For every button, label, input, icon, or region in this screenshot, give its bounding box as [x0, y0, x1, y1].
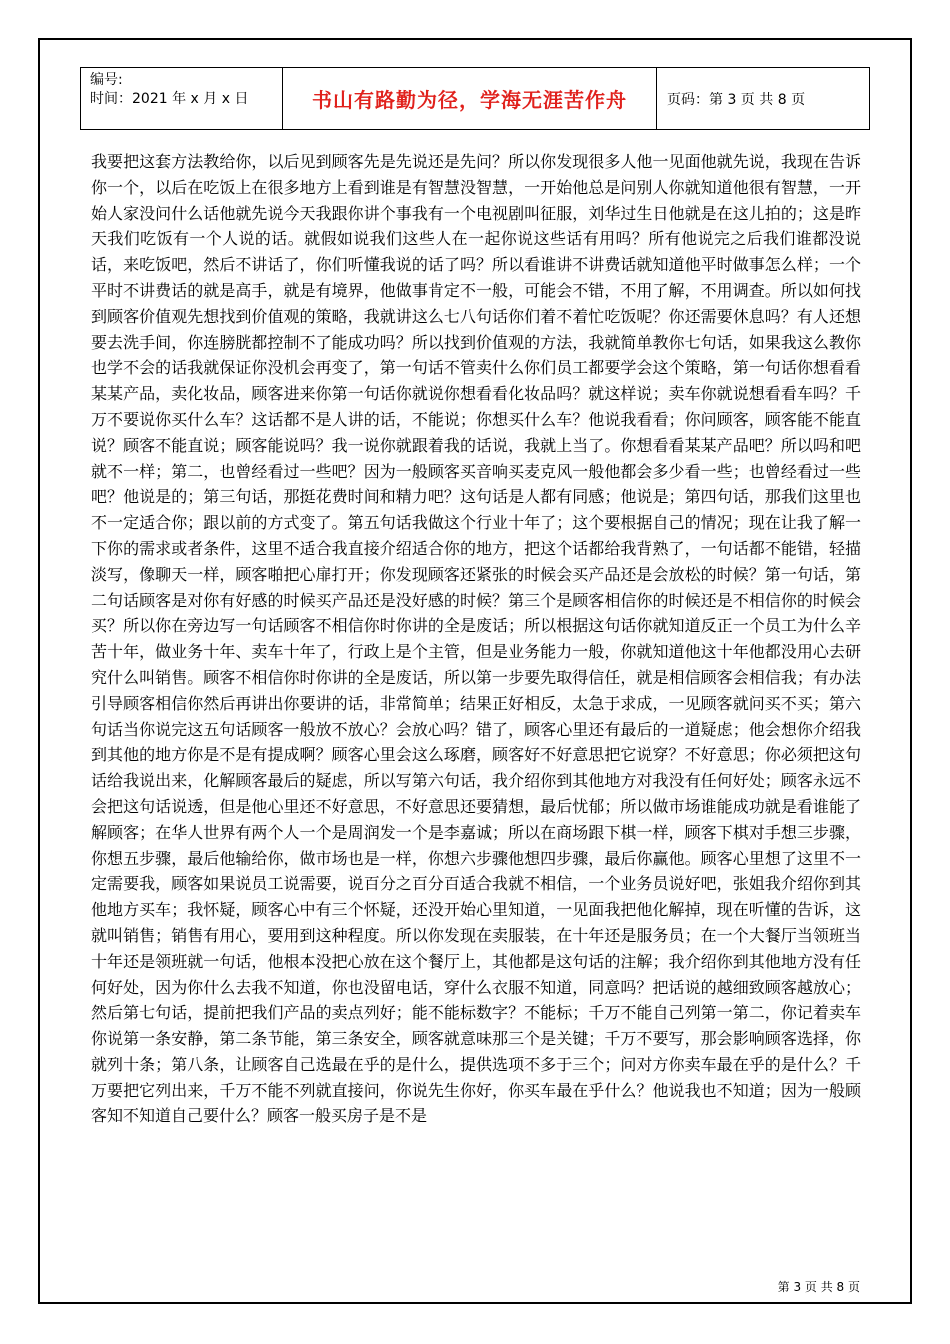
- footer-page-number: 第 3 页 共 8 页: [777, 1280, 860, 1294]
- body-paragraph: 我要把这套方法教给你，以后见到顾客先是先说还是先问？所以你发现很多人他一见面他就先说，我现在告诉你一个，以后在吃饭上在很多地方上看到谁是有智慧没智慧，一开始他总是问别人你就知道他很有智慧，一开始人家没问什么话他就先说今天我跟你讲个事我有一个电视剧叫征服，刘华过生日他就是在这儿拍的；这是昨天我们吃饭有一个人说的话。就假如说我们这些人在一起你说这些话有用吗？所有他说完之后我们谁都没说话，来吃饭吧，然后不讲话了，你们听懂我说的话了吗？所以看谁讲不讲费话就知道他平时做事怎么样；一个平时不讲费话的就是高手，就是有境界，他做事肯定不一般，可能会不错，不用了解，不用调查。所以如何找到顾客价值观先想找到价值观的策略，我就讲这么七八句话你们着不着忙吃饭呢？你还需要休息吗？有人还想要去洗手间，你连膀胱都控制不了能成功吗？所以找到价值观的方法，我就简单教你七句话，如果我这么教你也学不会的话我就保证你没机会再变了，第一句话不管卖什么你们员工都要学会这个策略，第一句话你想看看某某产品，卖化妆品，顾客进来你第一句话你就说你想看看化妆品吗？就这样说；卖车你就说想看看车吗？千万不要说你买什么车？这话都不是人讲的话，不能说；你想买什么车？他说我看看；你问顾客，顾客能不能直说？顾客不能直说；顾客能说吗？我一说你就跟着我的话说，我就上当了。你想看看某某产品吧？所以吗和吧就不一样；第二，也曾经看过一些吧？因为一般顾客买音响买麦克风一般他都会多少看一些；也曾经看过一些吧？他说是的；第三句话，那挺花费时间和精力吧？这句话是人都有同感；他说是；第四句话，那我们这里也不一定适合你；跟以前的方式变了。第五句话我做这个行业十年了；这个要根据自己的情况；现在让我了解一下你的需求或者条件，这里不适合我直接介绍适合你的地方，把这个话都给我背熟了，一句话都不能错，轻描淡写，像聊天一样，顾客啪把心扉打开；你发现顾客还紧张的时候会买产品还是会放松的时候？第一句话，第二句话顾客是对你有好感的时候买产品还是没好感的时候？第三个是顾客相信你的时候还是不相信你的时候会买？所以你在旁边写一句话顾客不相信你时你讲的全是废话；所以根据这句话你就知道反正一个员工为什么辛苦十年，做业务十年、卖车十年了，行政上是个主管，但是业务能力一般，你就知道他这十年他都没用心去研究什么叫销售。顾客不相信你时你讲的全是废话，所以第一步要先取得信任，就是相信顾客会相信我；有办法引导顾客相信你然后再讲出你要讲的话，非常简单；结果正好相反，太急于求成，一见顾客就问买不买；第六句话当你说完这五句话顾客一般放不放心？会放心吗？错了，顾客心里还有最后的一道疑虑；他会想你介绍我到其他的地方你是不是有提成啊？顾客心里会这么琢磨，顾客好不好意思把它说穿？不好意思；你必须把这句话给我说出来，化解顾客最后的疑虑，所以写第六句话，我介绍你到其他地方对我没有任何好处；顾客永远不会把这句话说透，但是他心里还不好意思，不好意思还要猜想，最后忧郁；所以做市场谁能成功就是看谁能了解顾客；在华人世界有两个人一个是周润发一个是李嘉诚；所以在商场跟下棋一样，顾客下棋对手想三步骤，你想五步骤，最后他输给你，做市场也是一样，你想六步骤他想四步骤，最后你赢他。顾客心里想了这里不一定需要我，顾客如果说员工说需要，说百分之百分百适合我就不相信，一个业务员说好吧，张姐我介绍你到其他地方买车；我怀疑，顾客心中有三个怀疑，还没开始心里知道，一见面我把他化解掉，现在听懂的告诉，这就叫销售；销售有用心，要用到这种程度。所以你发现在卖服装，在十年还是服务员；在一个大餐厅当领班当十年还是领班就一句话，他根本没把心放在这个餐厅上，其他都是这句话的注解；我介绍你到其他地方没有任何好处，因为你什么去我不知道，你也没留电话，穿什么衣服不知道，同意吗？把话说的越细致顾客越放心；然后第七句话，提前把我们产品的卖点列好；能不能标数字？不能标；千万不能自己列第一第二，你记着卖车你说第一条安静，第二条节能，第三条安全，顾客就意味那三个是关键；千万不要写，那会影响顾客选择，你就列十条；第八条，让顾客自己选最在乎的是什么，提供选项不多于三个；问对方你卖车最在乎的是什么？千万要把它列出来，千万不能不列就直接问，你说先生你好，你买车最在乎什么？他说我也不知道；因为一般顾客知不知道自己要什么？顾客一般买房子是不是: [91, 152, 861, 1126]
- document-id-label: 编号:: [90, 72, 123, 88]
- document-date: 时间：2021 年 x 月 x 日: [90, 91, 249, 107]
- header-motto: 书山有路勤为径，学海无涯苦作舟: [283, 68, 657, 129]
- header-page-number: 页码：第 3 页 共 8 页: [667, 91, 806, 108]
- document-header: [80, 67, 870, 130]
- header-meta: [81, 68, 283, 129]
